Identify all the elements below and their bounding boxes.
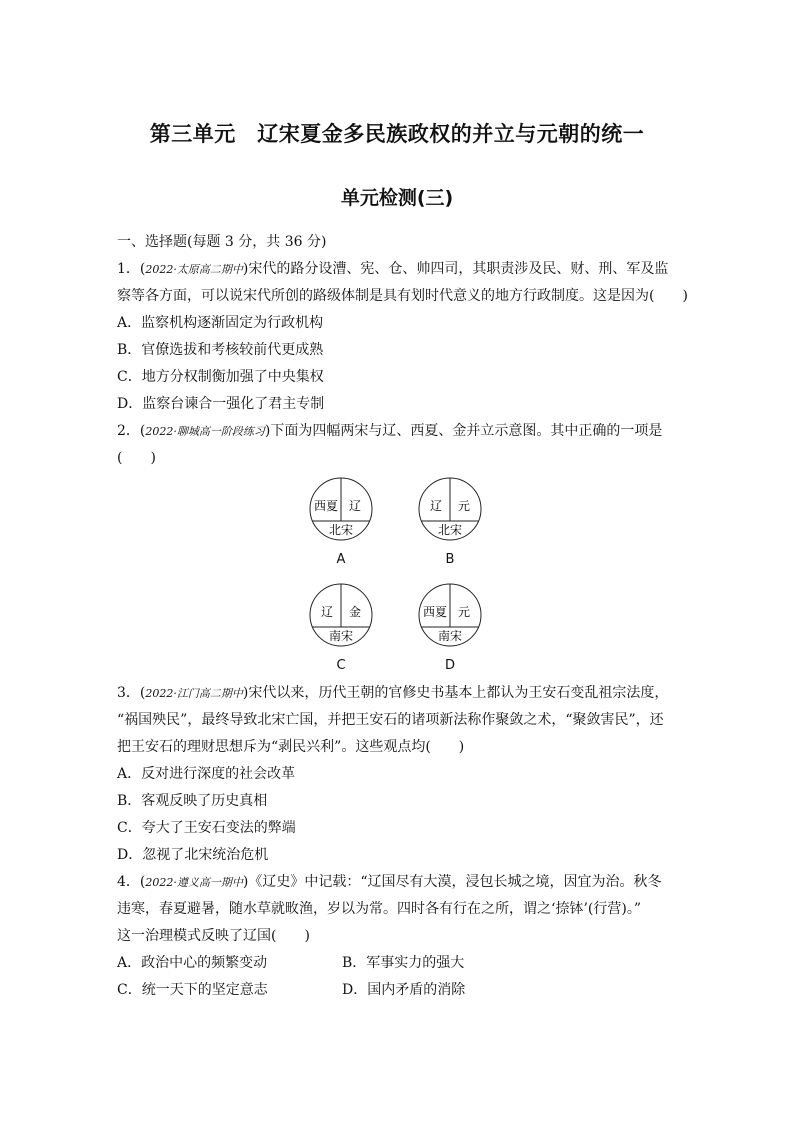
diagram-label: C xyxy=(336,658,346,673)
question-text: )下面为四幅两宋与辽、西夏、金并立示意图。其中正确的一项是 xyxy=(264,423,663,439)
region-top-right: 元 xyxy=(457,605,471,619)
question-2-line-1 xyxy=(117,421,687,442)
question-number: 4．( xyxy=(117,874,146,890)
question-3-line-2: “祸国殃民”，最终导致北宋亡国，并把王安石的诸项新法称作聚敛之术，“聚敛害民”，还 xyxy=(117,712,664,728)
question-1-line-1 xyxy=(117,259,687,280)
q3-option-d[interactable]: D．忽视了北宋统治危机 xyxy=(117,847,269,863)
map-circle-icon xyxy=(416,477,484,541)
q4-option-b[interactable]: B．军事实力的强大 xyxy=(342,955,465,971)
map-circle-icon xyxy=(307,477,375,541)
q1-option-c[interactable]: C．地方分权制衡加强了中央集权 xyxy=(117,369,324,385)
question-source: 2022·聊城高一阶段练习 xyxy=(145,425,265,438)
map-circle-icon xyxy=(416,583,484,647)
q1-option-d[interactable]: D．监察台谏合一强化了君主专制 xyxy=(117,396,325,412)
question-4-line-2: 违寒，春夏避暑，随水草就畋渔，岁以为常。四时各有行在之所，谓之‘捺钵’(行营)。” xyxy=(117,901,641,917)
section-heading: 一、选择题(每题 3 分，共 36 分) xyxy=(117,234,327,250)
question-source: 2022·江门高二期中 xyxy=(145,687,243,700)
region-top-left: 西夏 xyxy=(313,499,339,513)
q1-option-b[interactable]: B．官僚选拔和考核较前代更成熟 xyxy=(117,342,324,358)
region-top-left: 辽 xyxy=(320,605,334,619)
region-top-right: 金 xyxy=(348,605,362,619)
q3-option-c[interactable]: C．夸大了王安石变法的弊端 xyxy=(117,820,296,836)
diagram-c[interactable] xyxy=(307,583,375,651)
question-1-line-2: 察等各方面，可以说宋代所创的路级体制是具有划时代意义的地方行政制度。这是因为( ) xyxy=(117,288,688,304)
region-top-right: 元 xyxy=(457,499,471,513)
region-bottom: 北宋 xyxy=(437,523,463,537)
diagram-d[interactable] xyxy=(416,583,484,651)
question-text: )宋代以来，历代王朝的官修史书基本上都认为王安石变乱祖宗法度， xyxy=(242,685,669,701)
question-2-line-2: ( ) xyxy=(117,450,156,466)
diagram-a[interactable] xyxy=(307,477,375,545)
q4-option-d[interactable]: D．国内矛盾的消除 xyxy=(342,982,466,998)
document-subtitle: 单元检测(三) xyxy=(340,187,454,209)
q1-option-a[interactable]: A．监察机构逐渐固定为行政机构 xyxy=(117,315,324,331)
diagram-label: A xyxy=(336,552,346,567)
document-title: 第三单元 辽宋夏金多民族政权的并立与元朝的统一 xyxy=(149,122,645,146)
region-bottom: 北宋 xyxy=(328,523,354,537)
q3-option-a[interactable]: A．反对进行深度的社会改革 xyxy=(117,766,296,782)
region-top-left: 辽 xyxy=(429,499,443,513)
question-source: 2022·太原高二期中 xyxy=(145,263,243,276)
question-number: 2．( xyxy=(117,423,146,439)
region-bottom: 南宋 xyxy=(437,629,463,643)
map-circle-icon xyxy=(307,583,375,647)
question-4-line-3: 这一治理模式反映了辽国( ) xyxy=(117,928,310,944)
q4-option-a[interactable]: A．政治中心的频繁变动 xyxy=(117,955,268,971)
question-text: )《辽史》中记载：“辽国尽有大漠，浸包长城之境，因宜为治。秋冬 xyxy=(242,874,662,890)
region-top-left: 西夏 xyxy=(422,605,448,619)
diagram-label: D xyxy=(444,658,455,673)
question-text: )宋代的路分设漕、宪、仓、帅四司，其职责涉及民、财、刑、军及监 xyxy=(242,261,669,277)
q4-option-c[interactable]: C．统一天下的坚定意志 xyxy=(117,982,268,998)
question-4-line-1 xyxy=(117,872,687,893)
diagram-label: B xyxy=(445,552,455,567)
region-top-right: 辽 xyxy=(348,499,362,513)
question-3-line-3: 把王安石的理财思想斥为“剥民兴利”。这些观点均( ) xyxy=(117,739,465,755)
diagram-b[interactable] xyxy=(416,477,484,545)
question-3-line-1 xyxy=(117,683,687,704)
region-bottom: 南宋 xyxy=(328,629,354,643)
question-number: 1．( xyxy=(117,261,146,277)
question-number: 3．( xyxy=(117,685,146,701)
question-source: 2022·遵义高一期中 xyxy=(145,876,243,889)
q3-option-b[interactable]: B．客观反映了历史真相 xyxy=(117,793,268,809)
